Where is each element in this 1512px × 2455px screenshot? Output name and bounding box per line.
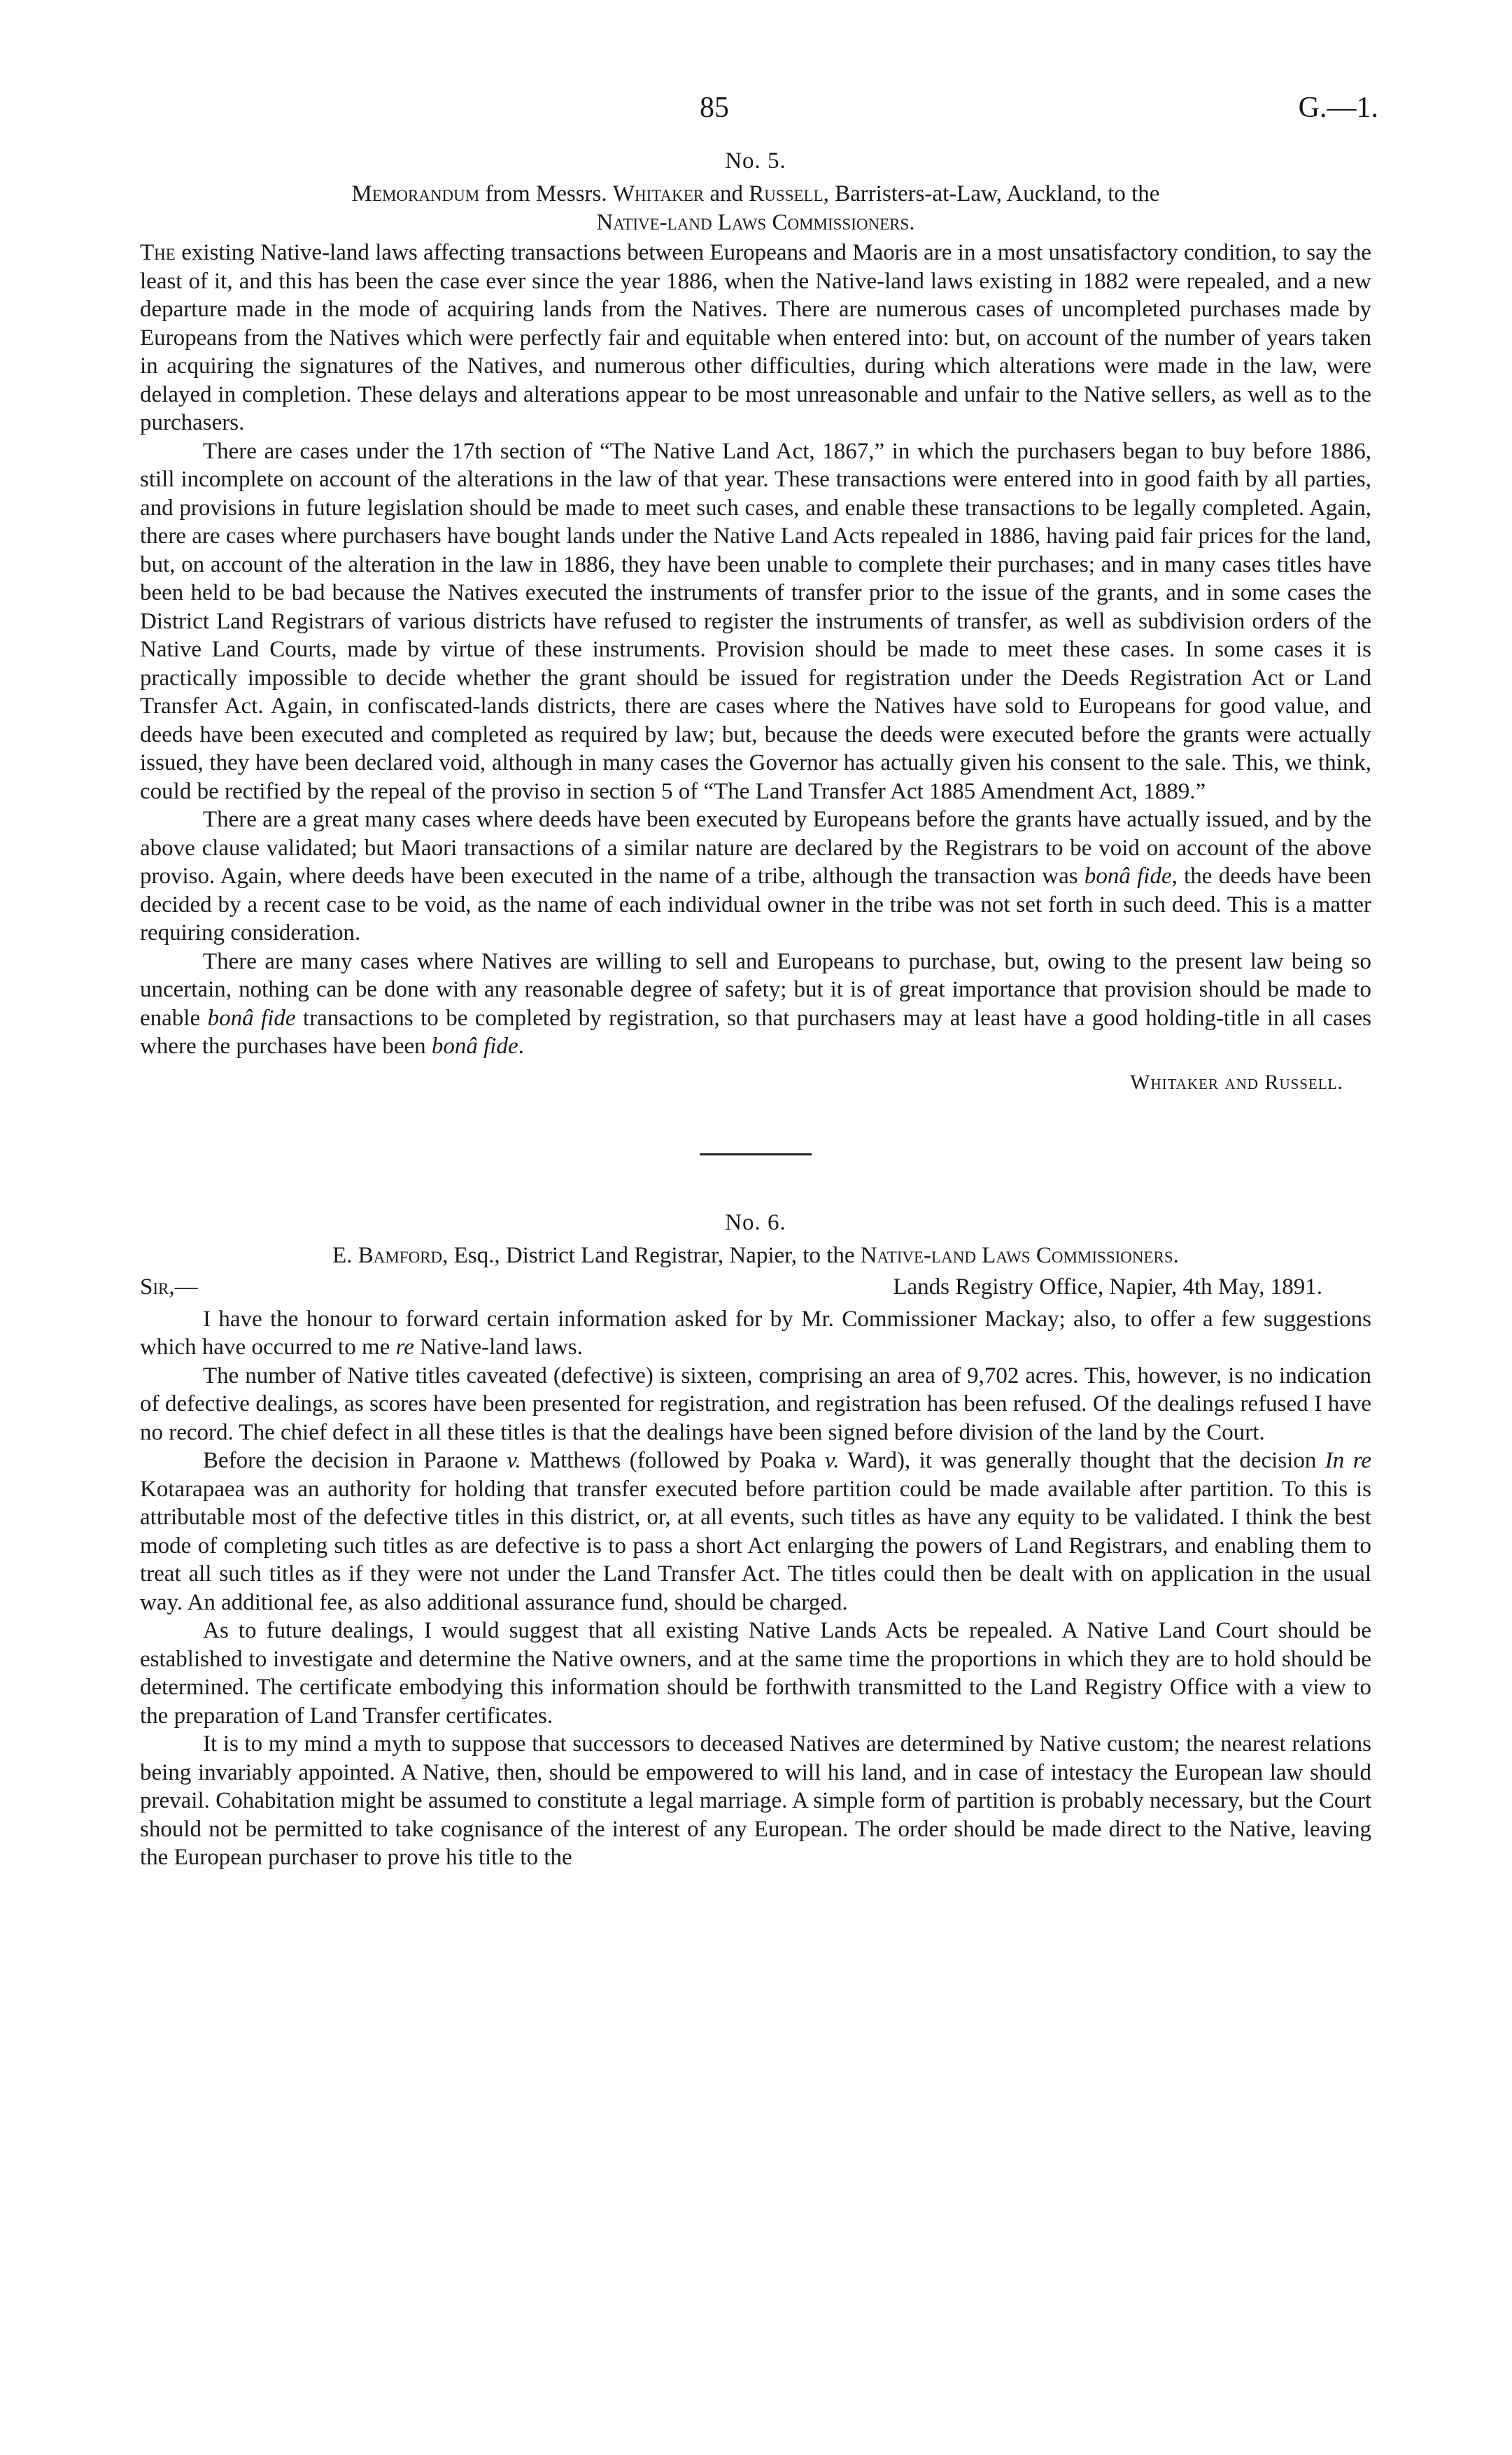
doc5-number: No. 5. [725, 148, 786, 174]
document-page [140, 91, 1378, 1872]
lead-word: The [140, 240, 176, 265]
sender-address: Lands Registry Office, Napier, 4th May, 1891. [893, 1274, 1322, 1300]
heading-commissioners: Native-land Laws Commissioners. [860, 1242, 1179, 1268]
salutation: Sir,— [140, 1274, 198, 1300]
doc6-paragraph-1 [140, 1305, 1371, 1362]
paragraph-text: . [518, 1034, 524, 1059]
paragraph-text: Matthews (followed by Poaka [521, 1448, 826, 1473]
heading-bamford: Bamford [358, 1242, 443, 1268]
italic-term: v. [507, 1448, 521, 1473]
running-header [140, 91, 1378, 140]
doc5-paragraph-1 [140, 239, 1371, 437]
heading-russell: Russell [749, 181, 824, 206]
page-number: 85 [700, 92, 729, 124]
paragraph-text: Kotarapaea was an authority for holding that transfer executed before partition could be made available after partition. To this is attributable most of the defective titles in this district, or, at all events, such titles as have any equity to be validated. I think the best mode of completing such titles as are defective is to pass a short Act enlarging the powers of Land Registrars, and enabling them to treat all such titles as if they were not under the Land Transfer Act. The titles could then be dealt with on application in the usual way. An additional fee, as also additional assurance fund, should be charged. [140, 1476, 1371, 1615]
heading-mid: , Esq., District Land Registrar, Napier, to the [442, 1242, 861, 1268]
series-reference: G.—1. [1298, 92, 1378, 124]
paragraph-text: existing Native-land laws affecting transactions between Europeans and Maoris are in a most unsatisfactory condition, to say the least of it, and this has been the case ever since the year 1886, when the Native-land laws existing in 1882 were repealed, and a new departure made in the mode of acquiring lands from the Natives. There are numerous cases of uncompleted purchases made by Europeans from the Natives which were perfectly fair and equitable when entered into: but, on account of the number of years taken in acquiring the signatures of the Natives, and numerous other difficulties, during which alterations were made in the law, were delayed in completion. These delays and alterations appear to be most unreasonable and unfair to the Native sellers, as well as to the purchasers. [140, 240, 1371, 435]
italic-term: bonâ fide [1084, 864, 1172, 889]
doc5-heading [147, 180, 1364, 237]
paragraph-text: transactions to be completed by registration, so that purchasers may at least have a good holding-title in all cases where the purchases have been [140, 1005, 1372, 1059]
italic-term: v. [825, 1448, 840, 1473]
paragraph-text: Native-land laws. [414, 1335, 583, 1360]
paragraph-text: There are many cases where Natives are willing to sell and Europeans to purchase, but, owing to the present law being so uncertain, nothing can be done with any reasonable degree of safety; but it is of great importance that provision should be made to enable [140, 948, 1371, 1031]
doc6-paragraph-4: As to future dealings, I would suggest that all existing Native Lands Acts be repealed. A Native Land Court should be established to investigate and determine the Native owners, and at the same time the proportions in which they are to hold should be determined. The certificate embodying this information should be forthwith transmitted to the Land Registry Office with a view to the preparation of Land Transfer certificates. [140, 1618, 1371, 1729]
heading-whitaker: Whitaker [612, 181, 705, 206]
italic-term: bonâ fide [207, 1005, 296, 1031]
paragraph-text: Before the decision in Paraone [203, 1448, 507, 1473]
heading-from: from Messrs. [479, 181, 613, 206]
doc5-signature: Whitaker and Russell. [1130, 1070, 1343, 1094]
doc6-paragraph-2: The number of Native titles caveated (defective) is sixteen, comprising an area of 9,702 acres. This, however, is no indication of defective dealings, as scores have been presented for registration, and registration has been refused. Of the dealings refused I have no record. The chief defect in all these titles is that the dealings have been signed before division of the land by the Court. [140, 1363, 1371, 1445]
doc5-paragraph-2: There are cases under the 17th section of “The Native Land Act, 1867,” in which the purchasers began to buy before 1886, still incomplete on account of the alterations in the law of that year. These transactions were entered into in good faith by all parties, and provisions in future legislation should be made to meet such cases, and enable these transactions to be legally completed. Again, there are cases where purchasers have bought lands under the Native Land Acts repealed in 1886, having paid fair prices for the land, but, on account of the alteration in the law in 1886, they have been unable to complete their purchases; and in many cases titles have been held to be bad because the Natives executed the instruments of transfer prior to the issue of the grants, and in some cases the District Land Registrars of various districts have refused to register the instruments of transfer, as well as subdivision orders of the Native Land Courts, made by virtue of these instruments. Provision should be made to meet these cases. In some cases it is practically impossible to decide whether the grant should be issued for registration under the Deeds Registration Act or Land Transfer Act. Again, in confiscated-lands districts, there are cases where the Natives have sold to Europeans for good value, and deeds have been executed and completed as required by law; but, because the deeds were executed before the grants were actually issued, they have been declared void, although in many cases the Governor has actually given his consent to the sale. This, we think, could be rectified by the repeal of the proviso in section 5 of “The Land Transfer Act 1885 Amendment Act, 1889.” [140, 438, 1371, 804]
paragraph-text: , the deeds have been decided by a recent case to be void, as the name of each individual owner in the tribe was not set forth in such deed. This is a matter requiring consideration. [140, 864, 1372, 945]
paragraph-text: Ward), it was generally thought that the decision [839, 1448, 1325, 1473]
doc6-paragraph-5: It is to my mind a myth to suppose that successors to deceased Natives are determined by Native custom; the nearest relations being invariably appointed. A Native, then, should be empowered to will his land, and in case of intestacy the European law should prevail. Cohabitation might be assumed to constitute a legal marriage. A simple form of partition is probably necessary, but the Court should not be permitted to take cognisance of the interest of any European. The order should be made direct to the Native, leaving the European purchaser to prove his title to the [140, 1731, 1371, 1870]
heading-memorandum: Memorandum [351, 181, 480, 206]
doc5-paragraph-3 [140, 806, 1371, 948]
doc6-heading [140, 1241, 1371, 1270]
section-divider [700, 1153, 812, 1155]
heading-rest: , Barristers-at-Law, Auckland, to the [823, 181, 1160, 206]
doc6-number: No. 6. [725, 1209, 786, 1235]
italic-term: re [395, 1335, 414, 1360]
heading-initial: E. [332, 1242, 358, 1268]
paragraph-text: I have the honour to forward certain information asked for by Mr. Commissioner Mackay; also, to offer a few suggestions which have occurred to me [140, 1306, 1371, 1360]
heading-commissioners: Native-land Laws Commissioners. [596, 210, 915, 235]
doc5-paragraph-4 [140, 948, 1371, 1061]
paragraph-text: There are a great many cases where deeds have been executed by Europeans before the grants have actually issued, and by the above clause validated; but Maori transactions of a similar nature are declared by the Registrars to be void on account of the above proviso. Again, where deeds have been executed in the name of a tribe, although the transaction was [140, 807, 1371, 889]
doc6-paragraph-3 [140, 1447, 1371, 1617]
heading-and: and [704, 181, 749, 206]
italic-term: In re [1324, 1448, 1371, 1473]
letter-salutation-row [140, 1274, 1371, 1305]
italic-term: bonâ fide [431, 1034, 518, 1059]
